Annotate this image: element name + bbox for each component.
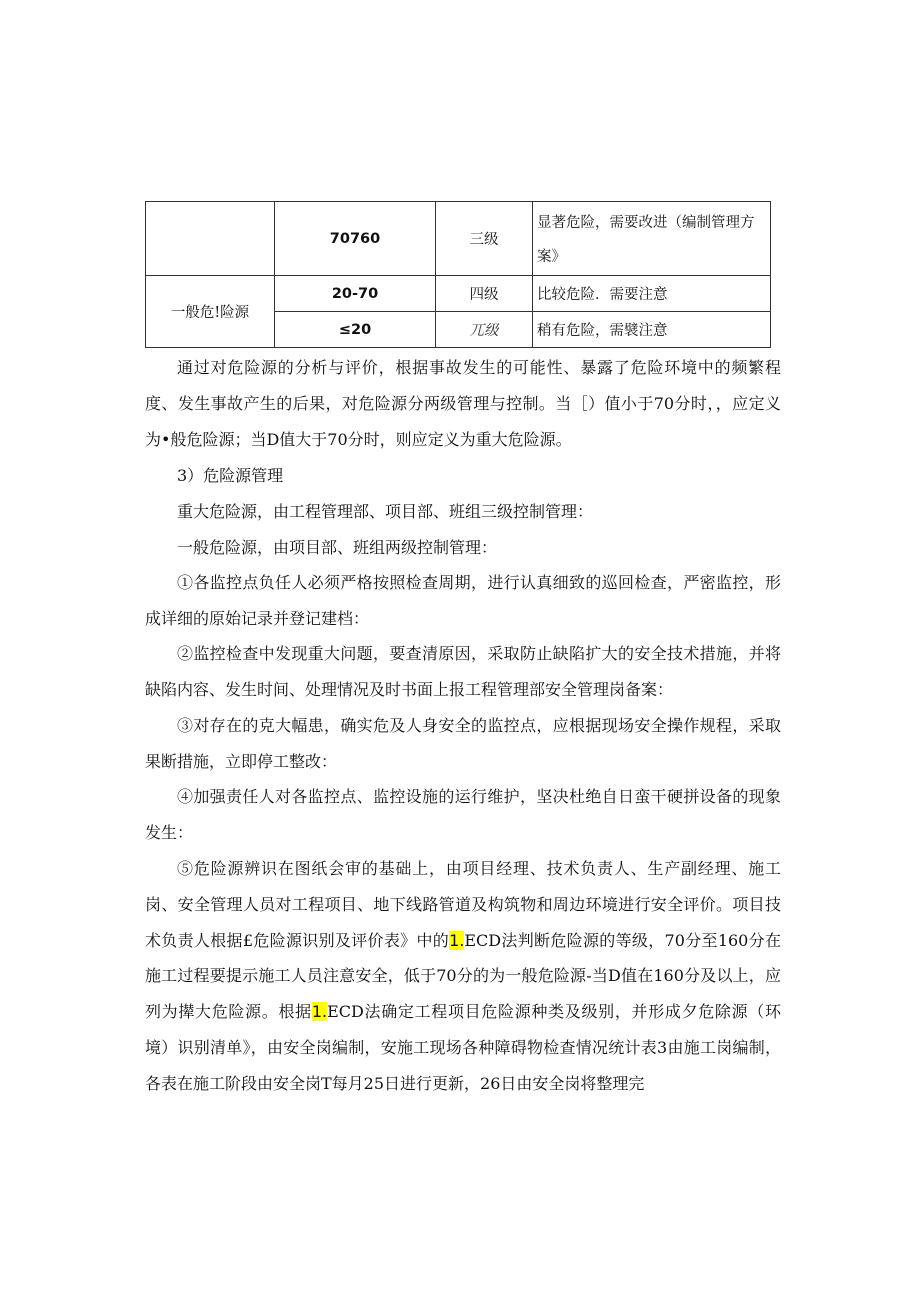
table-row: [146, 276, 771, 312]
list-item-5-text-a: ⑤危险源辨识在图纸会审的基础上，由项目经理、技术负责人、生产副经理、施工岗、安全管理人员对工程项目、地下线路管道及构筑物和周边环境进行安全评价。项目技术负责人根据£危险源识别及评价表》中的: [145, 859, 781, 950]
table-cell-category: [146, 202, 275, 276]
list-item-3: ③对存在的克大幅患，确实危及人身安全的监控点，应根据现场安全操作规程，采取果断措施，立即停工整改：: [145, 716, 781, 771]
table-cell-level: 三级: [436, 202, 533, 276]
risk-level-table: [145, 201, 771, 348]
list-item-4: ④加强责任人对各监控点、监控设施的运行维护，坚决杜绝自日蛮干硬拼设备的现象发生：: [145, 787, 781, 842]
table-row: [146, 202, 771, 276]
table-cell-value: 20-70: [275, 276, 436, 312]
table-cell-level: 四级: [436, 276, 533, 312]
list-item-1: ①各监控点负任人必须严格按照检查周期，进行认真细致的巡回检查，严密监控，形成详细的原始记录并登记建档：: [145, 573, 781, 628]
list-item-5-text-b: ECD法判断危险源的等级，70分至160分在施工过程要提示施工人员注意安全，低于70分的为一般危险源-当D值在160分及以上，应列为撵大危险源。根据: [145, 930, 781, 1022]
table-cell-description: 显著危险，需要改进（编制管理方案》: [533, 202, 771, 276]
section-heading-hazard-management: 3）危险源管理: [177, 466, 284, 485]
paragraph-hazard-grading: 通过对危险源的分析与评价，根据事故发生的可能性、暴露了危险环境中的频繁程度、发生事故产生的后果，对危险源分两级管理与控制。当［）值小于70分时，，应定义为•般危险源；当D值大于70分时，则应定义为重大危险源。: [145, 358, 781, 449]
list-item-2: ②监控检查中发现重大问题，要查清原因，采取防止缺陷扩大的安全技术措施，并将缺陷内容、发生时间、处理情况及时书面上报工程管理部安全管理岗备案：: [145, 644, 781, 699]
table-cell-value: ≤20: [275, 312, 436, 348]
list-item-5: [145, 851, 781, 1102]
table-cell-value: 70760: [275, 202, 436, 276]
highlight-mark: 1.: [449, 930, 465, 950]
table-cell-category: 一般危!险源: [146, 276, 275, 348]
table-cell-level: 兀级: [436, 312, 533, 348]
table-cell-description: 稍有危险，需襞注意: [533, 312, 771, 348]
list-item-5-text-c: ECD法确定工程项目危险源种类及级别，并形成夕危除源（环境）识别清单》，由安全岗编制，安施工现场各种障碍物检查情况统计表3由施工岗编制，各表在施工阶段由安全岗T每月25日进行更新，26日由安全岗将整理完: [145, 1002, 781, 1093]
paragraph-major-hazard: 重大危险源，由工程管理部、项目部、班组三级控制管理：: [177, 502, 594, 521]
table-cell-description: 比较危险．需要注意: [533, 276, 771, 312]
highlight-mark: 1.: [311, 1002, 328, 1022]
paragraph-general-hazard: 一般危险源，由项目部、班组两级控制管理：: [177, 538, 498, 557]
